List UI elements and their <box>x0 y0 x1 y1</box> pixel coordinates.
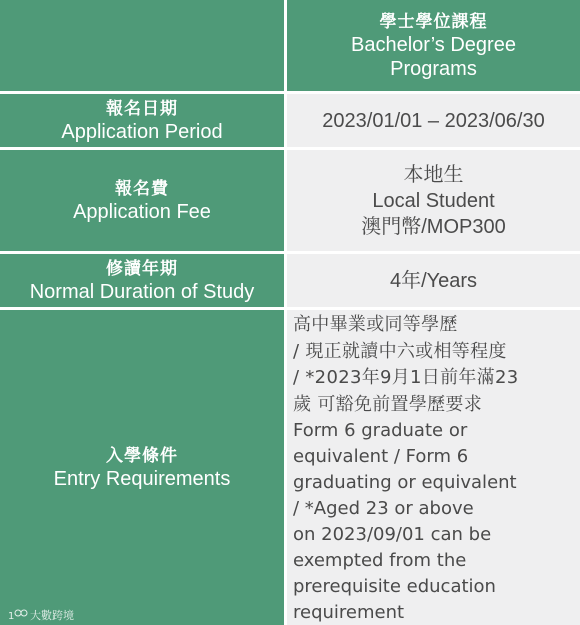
value-application-fee <box>287 150 580 254</box>
watermark <box>8 607 74 623</box>
value-line: Local Student <box>372 189 495 212</box>
value-line: 4年/Years <box>389 269 478 292</box>
header-title-en-line2: Programs <box>390 57 477 80</box>
requirement-line: / *2023年9月1日前年滿23 <box>293 367 519 388</box>
label-zh: 報名費 <box>115 178 169 199</box>
label-application-period <box>0 94 287 150</box>
label-zh: 報名日期 <box>106 98 178 119</box>
requirement-line: / 現正就讀中六或相等程度 <box>293 340 507 362</box>
label-en: Application Fee <box>73 200 211 223</box>
requirement-line: equivalent / Form 6 <box>293 446 469 467</box>
value-line: 2023/01/01 – 2023/06/30 <box>322 109 545 132</box>
requirement-line: requirement <box>293 602 405 623</box>
value-line: 澳門幣/MOP300 <box>361 215 506 238</box>
requirement-line: / *Aged 23 or above <box>293 498 474 519</box>
header-title-zh: 學士學位課程 <box>379 11 488 32</box>
requirement-line: graduating or equivalent <box>293 472 517 493</box>
label-entry-requirements <box>0 310 287 625</box>
requirement-line: 高中畢業或同等學歷 <box>293 314 458 335</box>
header-title-en-line1: Bachelor’s Degree <box>351 33 516 56</box>
label-application-fee <box>0 150 287 254</box>
label-en: Application Period <box>61 120 223 143</box>
svg-text:1: 1 <box>8 611 15 621</box>
header-program-cell <box>287 0 580 94</box>
value-normal-duration <box>287 254 580 310</box>
watermark-text: 大數跨境 <box>30 609 74 622</box>
requirement-line: exempted from the <box>293 550 467 571</box>
requirement-line: on 2023/09/01 can be <box>293 524 492 545</box>
label-en: Normal Duration of Study <box>29 280 255 303</box>
label-normal-duration <box>0 254 287 310</box>
value-entry-requirements <box>287 310 580 625</box>
requirement-line: prerequisite education <box>293 576 496 597</box>
label-en: Entry Requirements <box>53 467 231 490</box>
value-application-period <box>287 94 580 150</box>
value-line: 本地生 <box>403 163 464 186</box>
label-zh: 入學條件 <box>106 445 178 466</box>
watermark-logo-icon <box>8 609 28 621</box>
header-blank-cell <box>0 0 287 94</box>
requirement-line: Form 6 graduate or <box>293 420 468 441</box>
requirement-line: 歲 可豁免前置學歷要求 <box>293 393 483 415</box>
label-zh: 修讀年期 <box>106 258 178 279</box>
